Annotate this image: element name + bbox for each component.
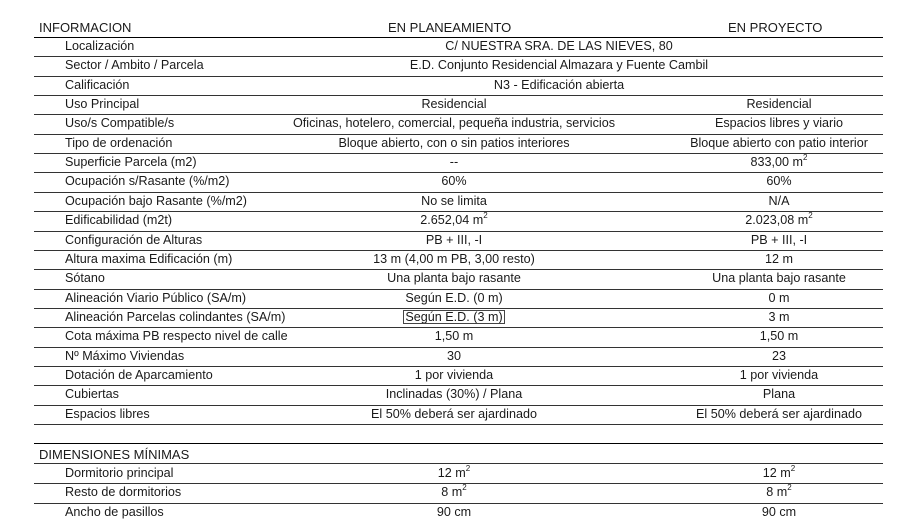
table-row: [34, 308, 883, 327]
row-label: [65, 231, 202, 250]
row-label-text: Sector / Ambito / Parcela: [65, 58, 204, 73]
value-proyecto-text: El 50% deberá ser ajardinado: [696, 406, 862, 421]
value-planeamiento-text: Una planta bajo rasante: [387, 271, 521, 286]
superscript-2: 2: [465, 464, 471, 473]
row-label-text: Cubiertas: [65, 387, 119, 402]
value-planeamiento: [234, 95, 674, 114]
value-planeamiento-text: 2.652,04 m: [420, 213, 484, 228]
value-planeamiento-text: Bloque abierto, con o sin patios interiores: [338, 135, 570, 150]
row-divider: [34, 443, 883, 444]
table-row: [34, 269, 883, 288]
row-value-merged-text: N3 - Edificación abierta: [493, 77, 625, 92]
row-label-text: Dotación de Aparcamiento: [65, 367, 213, 382]
row-label: [65, 172, 230, 191]
row-label: [65, 250, 232, 269]
value-planeamiento: [234, 366, 674, 385]
table-row: [34, 327, 883, 346]
row-label-text: Calificación: [65, 77, 130, 92]
value-proyecto: [674, 95, 884, 114]
value-planeamiento-text: Oficinas, hotelero, comercial, pequeña industria, servicios: [293, 116, 615, 131]
value-planeamiento: [234, 114, 674, 133]
row-label-text: Nº Máximo Viviendas: [65, 348, 185, 363]
row-label: [65, 269, 105, 288]
row-label: [65, 289, 246, 308]
value-proyecto-text: N/A: [768, 193, 790, 208]
row-label-text: Ocupación bajo Rasante (%/m2): [65, 193, 248, 208]
table-row: [34, 385, 883, 404]
row-label-text: Resto de dormitorios: [65, 485, 182, 500]
value-proyecto: [674, 269, 884, 288]
value-proyecto-text: 8 m: [766, 485, 788, 500]
value-planeamiento-text: PB + III, -I: [425, 232, 483, 247]
value-proyecto-text: 2.023,08 m: [745, 213, 809, 228]
dimensiones-minimas-title: DIMENSIONES MÍNIMAS: [39, 447, 190, 462]
row-label-text: Tipo de ordenación: [65, 135, 173, 150]
value-proyecto: [674, 308, 884, 327]
value-planeamiento-text: Según E.D. (0 m): [405, 290, 503, 305]
value-planeamiento-text: 12 m: [437, 466, 466, 480]
value-planeamiento-text: El 50% deberá ser ajardinado: [371, 406, 537, 421]
value-proyecto: [674, 231, 884, 250]
table-row: [34, 483, 883, 502]
row-label-text: Cota máxima PB respecto nivel de calle: [65, 329, 288, 344]
superscript-2: 2: [483, 211, 488, 221]
value-planeamiento: [234, 172, 674, 191]
value-planeamiento: [234, 192, 674, 211]
row-label-text: Alineación Parcelas colindantes (SA/m): [65, 309, 286, 324]
table-row: [34, 37, 883, 56]
row-label-text: Superficie Parcela (m2): [65, 155, 197, 170]
value-proyecto: [674, 211, 884, 230]
value-proyecto: [674, 503, 884, 522]
table-row: [34, 95, 883, 114]
row-label: [65, 347, 184, 366]
value-proyecto: [674, 464, 884, 483]
value-proyecto-text: 0 m: [768, 290, 790, 305]
row-label: [65, 37, 134, 56]
value-proyecto: [674, 347, 884, 366]
value-proyecto: [674, 114, 884, 133]
row-label: [65, 211, 172, 230]
row-label-text: Configuración de Alturas: [65, 232, 203, 247]
superscript-2: 2: [462, 483, 467, 493]
value-proyecto-text: 60%: [766, 174, 792, 189]
value-proyecto: [674, 483, 884, 502]
row-value-merged: [234, 37, 884, 56]
value-proyecto-text: 90 cm: [761, 504, 797, 519]
row-label: [65, 483, 181, 502]
value-planeamiento: [234, 385, 674, 404]
value-proyecto: [674, 405, 884, 424]
value-planeamiento: [234, 327, 674, 346]
row-label: [65, 366, 213, 385]
value-planeamiento-text: No se limita: [421, 193, 487, 208]
row-label-text: Uso/s Compatible/s: [65, 116, 175, 131]
value-planeamiento-text: 90 cm: [436, 504, 472, 519]
table-row: [34, 114, 883, 133]
value-proyecto-text: 833,00 m: [750, 155, 804, 170]
superscript-2: 2: [803, 153, 808, 163]
value-proyecto-text: 23: [771, 348, 786, 363]
row-label-text: Edificabilidad (m2t): [65, 213, 173, 228]
table-row: [34, 231, 883, 250]
row-label: [65, 95, 139, 114]
value-proyecto: [674, 385, 884, 404]
table-row: [34, 464, 883, 483]
superscript-2: 2: [787, 483, 792, 493]
value-proyecto-text: 1 por vivienda: [739, 367, 819, 382]
row-divider: [34, 424, 883, 425]
table-row: [34, 134, 883, 153]
row-label: [65, 134, 172, 153]
row-label: [65, 385, 119, 404]
table-row: [34, 172, 883, 191]
value-planeamiento-text: Residencial: [421, 97, 487, 112]
value-planeamiento: [234, 134, 674, 153]
value-proyecto: [674, 327, 884, 346]
table-row: [34, 250, 883, 269]
header-informacion: INFORMACION: [39, 20, 132, 35]
value-planeamiento-text: 30: [446, 348, 461, 363]
row-label-text: Ancho de pasillos: [65, 504, 164, 519]
value-planeamiento: [234, 464, 674, 483]
value-planeamiento-text: 1,50 m: [434, 329, 474, 344]
row-label: [65, 192, 247, 211]
value-proyecto-text: 1,50 m: [759, 329, 799, 344]
row-label: [65, 503, 164, 522]
table-row: [34, 211, 883, 230]
row-label-text: Espacios libres: [65, 406, 150, 421]
header-en-proyecto: EN PROYECTO: [728, 20, 823, 35]
value-planeamiento: [234, 153, 674, 172]
value-proyecto: [674, 250, 884, 269]
superscript-2: 2: [790, 464, 796, 473]
row-label: [65, 464, 173, 483]
value-proyecto: [674, 153, 884, 172]
table-row: [34, 289, 883, 308]
value-planeamiento-text: Inclinadas (30%) / Plana: [385, 387, 523, 402]
row-label-text: Altura maxima Edificación (m): [65, 251, 233, 266]
table-row: [34, 56, 883, 75]
row-label-text: Dormitorio principal: [65, 466, 174, 480]
row-label-text: Alineación Viario Público (SA/m): [65, 290, 247, 305]
value-proyecto-text: 3 m: [768, 309, 790, 324]
row-value-merged: [234, 56, 884, 75]
row-label-text: Sótano: [65, 271, 105, 286]
value-planeamiento: [234, 503, 674, 522]
row-label-text: Ocupación s/Rasante (%/m2): [65, 174, 230, 189]
table-row: [34, 76, 883, 95]
value-planeamiento-text: --: [449, 155, 459, 170]
superscript-2: 2: [808, 211, 813, 221]
value-planeamiento: [234, 231, 674, 250]
table-row: [34, 153, 883, 172]
value-proyecto: [674, 289, 884, 308]
row-label: [65, 153, 197, 172]
value-proyecto: [674, 192, 884, 211]
value-planeamiento: [234, 483, 674, 502]
value-planeamiento: [234, 250, 674, 269]
value-proyecto-text: Una planta bajo rasante: [712, 271, 846, 286]
value-proyecto-text: Bloque abierto con patio interior: [690, 135, 868, 150]
value-planeamiento-text: 8 m: [441, 485, 463, 500]
row-label: [65, 76, 129, 95]
value-planeamiento-text: 13 m (4,00 m PB, 3,00 resto): [373, 251, 535, 266]
row-label: [65, 405, 150, 424]
value-proyecto-text: 12 m: [762, 466, 791, 480]
value-planeamiento: [234, 269, 674, 288]
value-planeamiento-text: 60%: [441, 174, 467, 189]
row-label-text: Localización: [65, 39, 135, 53]
value-planeamiento: [234, 289, 674, 308]
value-proyecto-text: 12 m: [765, 251, 793, 266]
value-planeamiento: [234, 405, 674, 424]
value-proyecto-text: PB + III, -I: [750, 232, 808, 247]
row-label: [65, 56, 204, 75]
value-planeamiento: [234, 211, 674, 230]
value-proyecto: [674, 172, 884, 191]
header-en-planeamiento: EN PLANEAMIENTO: [388, 20, 512, 35]
row-value-merged-text: E.D. Conjunto Residencial Almazara y Fuente Cambil: [409, 58, 709, 73]
value-proyecto: [674, 366, 884, 385]
value-planeamiento: [234, 308, 674, 327]
value-proyecto-text: Residencial: [746, 97, 812, 112]
value-planeamiento-text: 1 por vivienda: [414, 367, 494, 382]
table-row: [34, 192, 883, 211]
value-planeamiento-text: Según E.D. (3 m): [405, 309, 503, 324]
table-row: [34, 405, 883, 424]
row-value-merged: [234, 76, 884, 95]
value-proyecto-text: Plana: [762, 387, 796, 402]
table-row: [34, 503, 883, 522]
table-row: [34, 366, 883, 385]
row-label-text: Uso Principal: [65, 97, 140, 112]
value-proyecto: [674, 134, 884, 153]
value-proyecto-text: Espacios libres y viario: [714, 116, 844, 131]
value-planeamiento: [234, 347, 674, 366]
row-label: [65, 114, 174, 133]
row-value-merged-text: C/ NUESTRA SRA. DE LAS NIEVES, 80: [445, 39, 673, 53]
table-row: [34, 347, 883, 366]
